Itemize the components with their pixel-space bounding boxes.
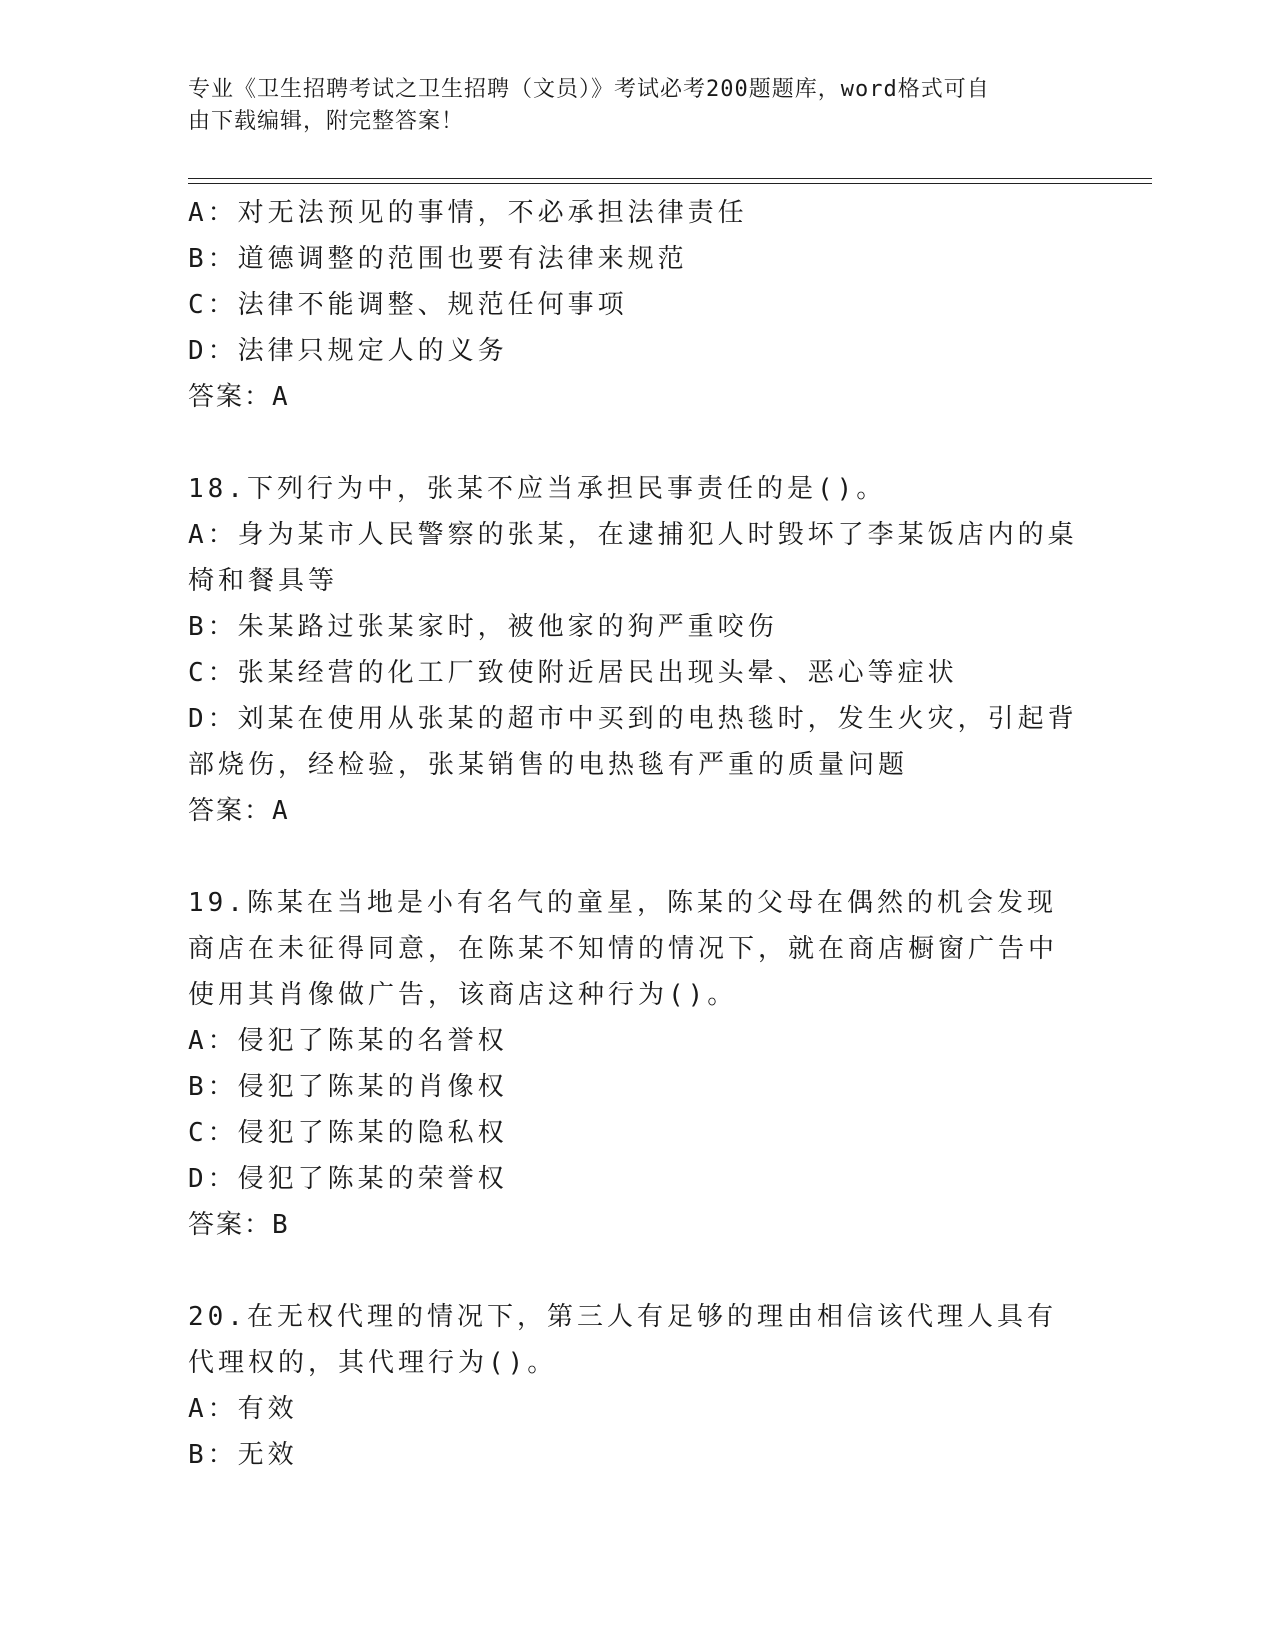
answer-label: 答案： (188, 796, 273, 826)
question-block-18 (188, 466, 1078, 834)
option-a: A：对无法预见的事情，不必承担法律责任 (188, 198, 748, 228)
option-c: C：法律不能调整、规范任何事项 (188, 290, 628, 320)
answer-line (188, 374, 1078, 420)
spacer (188, 420, 1078, 466)
question-list (188, 190, 1078, 1478)
option-c: C：张某经营的化工厂致使附近居民出现头晕、恶心等症状 (188, 658, 958, 688)
question-text: 18.下列行为中，张某不应当承担民事责任的是()。 (188, 474, 887, 504)
answer-line (188, 788, 1078, 834)
header-divider-bottom (188, 183, 1152, 184)
option-d: D：刘某在使用从张某的超市中买到的电热毯时，发生火灾，引起背部烧伤，经检验，张某销售的电热毯有严重的质量问题 (188, 704, 1078, 780)
document-header (188, 74, 1068, 138)
answer-value: A (272, 796, 288, 826)
question-block-19 (188, 880, 1078, 1248)
answer-label: 答案： (188, 1210, 273, 1240)
spacer (188, 1248, 1078, 1294)
question-text: 19.陈某在当地是小有名气的童星，陈某的父母在偶然的机会发现商店在未征得同意，在陈某不知情的情况下，就在商店橱窗广告中使用其肖像做广告，该商店这种行为()。 (188, 888, 1059, 1010)
question-block-17 (188, 190, 1078, 420)
header-line-1: 专业《卫生招聘考试之卫生招聘（文员）》考试必考200题题库，word格式可自 (188, 77, 990, 102)
header-line-2: 由下载编辑，附完整答案！ (188, 109, 465, 134)
question-text: 20.在无权代理的情况下，第三人有足够的理由相信该代理人具有代理权的，其代理行为()。 (188, 1302, 1057, 1378)
option-b: B：无效 (188, 1440, 298, 1470)
option-b: B：侵犯了陈某的肖像权 (188, 1072, 508, 1102)
header-divider-top (188, 178, 1152, 179)
option-c: C：侵犯了陈某的隐私权 (188, 1118, 508, 1148)
option-a: A：侵犯了陈某的名誉权 (188, 1026, 508, 1056)
option-d: D：法律只规定人的义务 (188, 336, 508, 366)
question-block-20 (188, 1294, 1078, 1478)
option-d: D：侵犯了陈某的荣誉权 (188, 1164, 508, 1194)
option-b: B：道德调整的范围也要有法律来规范 (188, 244, 688, 274)
option-b: B：朱某路过张某家时，被他家的狗严重咬伤 (188, 612, 778, 642)
option-a: A：有效 (188, 1394, 298, 1424)
spacer (188, 834, 1078, 880)
answer-value: A (272, 382, 288, 412)
option-a: A：身为某市人民警察的张某，在逮捕犯人时毁坏了李某饭店内的桌椅和餐具等 (188, 520, 1078, 596)
answer-line (188, 1202, 1078, 1248)
answer-value: B (272, 1210, 288, 1240)
answer-label: 答案： (188, 382, 273, 412)
